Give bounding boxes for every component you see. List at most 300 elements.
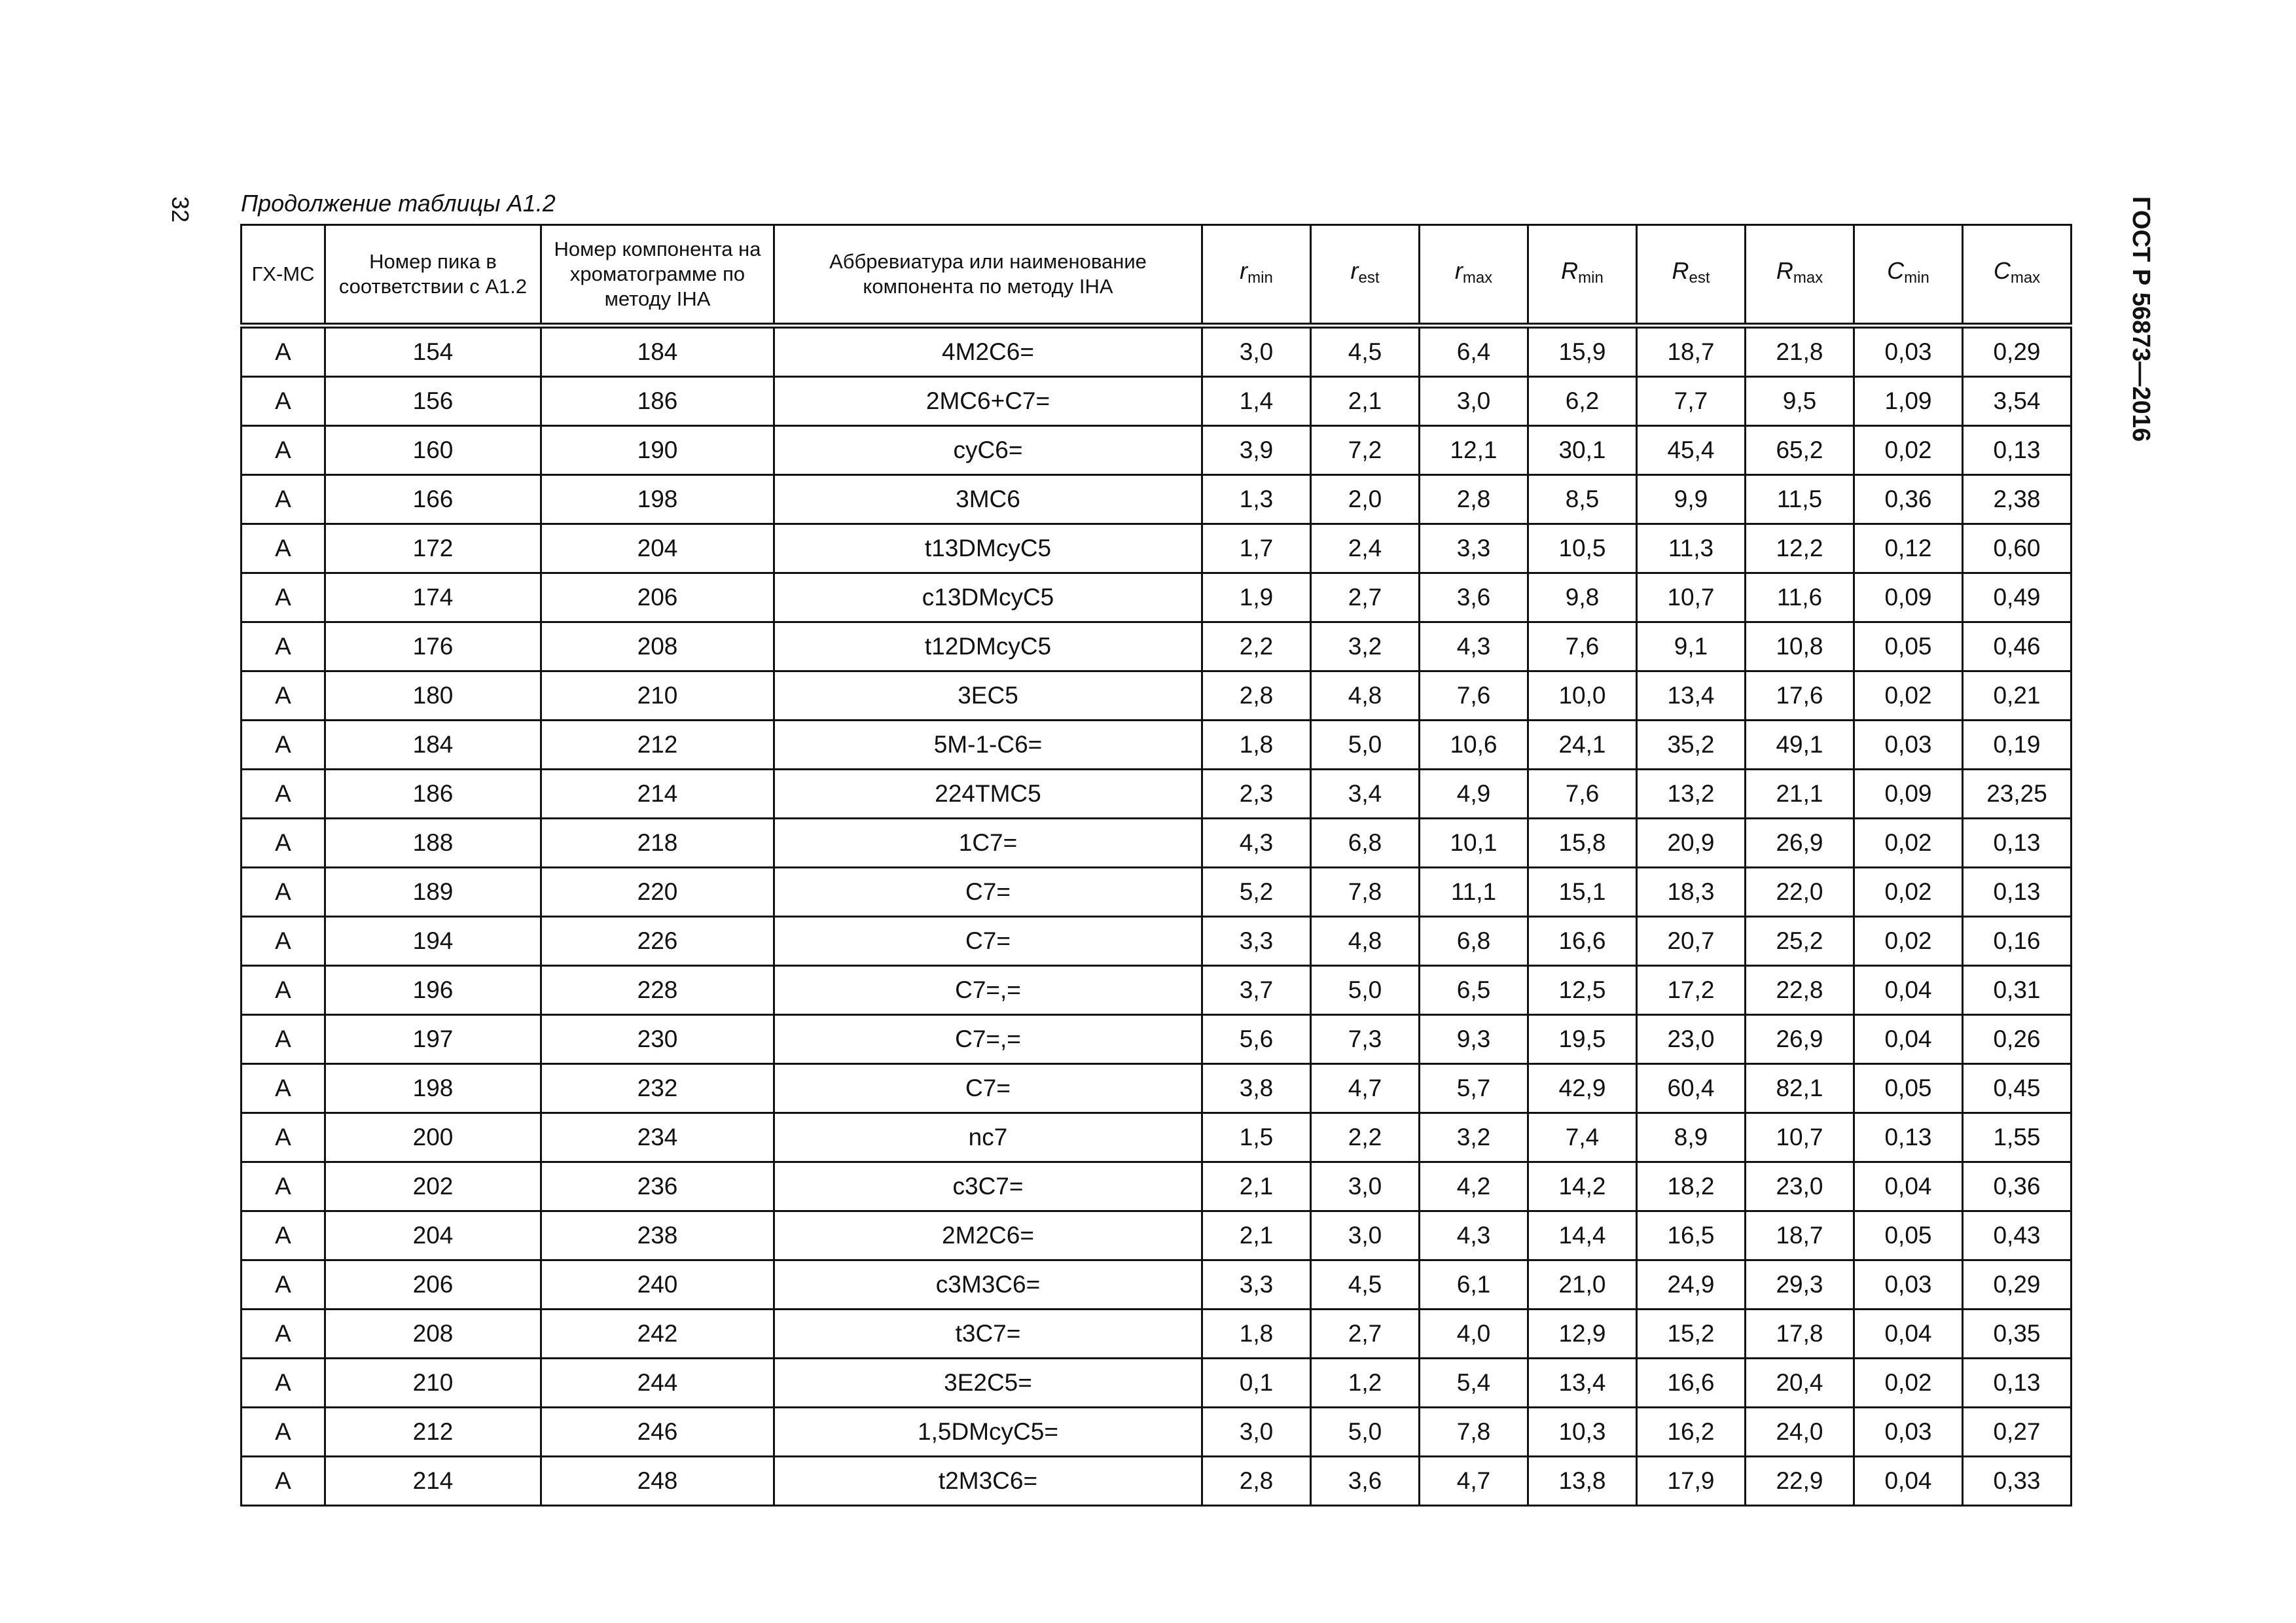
cell-abbreviation: C7= <box>774 917 1202 966</box>
cell-R-est: 18,3 <box>1637 868 1746 917</box>
cell-peak-number: 200 <box>325 1113 541 1162</box>
cell-C-min: 0,04 <box>1854 1162 1963 1211</box>
cell-peak-number: 180 <box>325 671 541 721</box>
cell-r-min: 1,9 <box>1202 573 1311 622</box>
cell-R-max: 10,7 <box>1746 1113 1854 1162</box>
cell-r-est: 2,7 <box>1311 1310 1420 1359</box>
cell-r-max: 3,6 <box>1420 573 1528 622</box>
cell-r-min: 3,0 <box>1202 1408 1311 1457</box>
cell-peak-number: 206 <box>325 1260 541 1310</box>
cell-gcms: А <box>242 721 325 770</box>
cell-r-max: 4,7 <box>1420 1457 1528 1506</box>
header-row <box>242 225 2072 326</box>
table-body <box>242 326 2072 1506</box>
cell-C-max: 0,45 <box>1963 1064 2072 1113</box>
cell-peak-number: 214 <box>325 1457 541 1506</box>
cell-r-max: 6,8 <box>1420 917 1528 966</box>
cell-r-min: 1,8 <box>1202 1310 1311 1359</box>
cell-r-min: 2,1 <box>1202 1162 1311 1211</box>
cell-abbreviation: c3C7= <box>774 1162 1202 1211</box>
table-row <box>242 377 2072 426</box>
cell-r-min: 3,7 <box>1202 966 1311 1015</box>
cell-component-number: 242 <box>541 1310 774 1359</box>
cell-r-est: 4,7 <box>1311 1064 1420 1113</box>
cell-R-min: 10,3 <box>1528 1408 1637 1457</box>
cell-gcms: А <box>242 1457 325 1506</box>
cell-C-max: 0,60 <box>1963 524 2072 573</box>
cell-C-max: 0,13 <box>1963 426 2072 475</box>
cell-R-max: 20,4 <box>1746 1359 1854 1408</box>
cell-R-min: 7,6 <box>1528 622 1637 671</box>
data-table <box>240 224 2072 1507</box>
cell-C-max: 0,27 <box>1963 1408 2072 1457</box>
cell-r-max: 5,4 <box>1420 1359 1528 1408</box>
cell-gcms: А <box>242 326 325 377</box>
cell-R-est: 17,9 <box>1637 1457 1746 1506</box>
cell-R-est: 10,7 <box>1637 573 1746 622</box>
cell-peak-number: 194 <box>325 917 541 966</box>
cell-R-max: 49,1 <box>1746 721 1854 770</box>
cell-r-max: 4,9 <box>1420 770 1528 819</box>
cell-abbreviation: 4M2C6= <box>774 326 1202 377</box>
cell-C-min: 0,02 <box>1854 819 1963 868</box>
cell-abbreviation: 2MC6+C7= <box>774 377 1202 426</box>
cell-C-min: 0,02 <box>1854 671 1963 721</box>
cell-r-min: 1,3 <box>1202 475 1311 524</box>
cell-peak-number: 176 <box>325 622 541 671</box>
cell-r-max: 3,2 <box>1420 1113 1528 1162</box>
cell-R-min: 24,1 <box>1528 721 1637 770</box>
cell-peak-number: 198 <box>325 1064 541 1113</box>
cell-peak-number: 186 <box>325 770 541 819</box>
table-row <box>242 1064 2072 1113</box>
header-C-max: $C_{max}$ <box>1963 225 2072 326</box>
cell-R-max: 22,0 <box>1746 868 1854 917</box>
header-gcms: ГХ-МС <box>242 225 325 326</box>
cell-abbreviation: C7= <box>774 868 1202 917</box>
cell-r-est: 5,0 <box>1311 966 1420 1015</box>
cell-r-min: 3,9 <box>1202 426 1311 475</box>
cell-C-max: 23,25 <box>1963 770 2072 819</box>
cell-peak-number: 208 <box>325 1310 541 1359</box>
cell-gcms: А <box>242 573 325 622</box>
cell-component-number: 212 <box>541 721 774 770</box>
cell-C-min: 0,09 <box>1854 573 1963 622</box>
cell-R-max: 25,2 <box>1746 917 1854 966</box>
cell-component-number: 230 <box>541 1015 774 1064</box>
cell-gcms: А <box>242 426 325 475</box>
cell-R-est: 20,9 <box>1637 819 1746 868</box>
cell-component-number: 234 <box>541 1113 774 1162</box>
table-row <box>242 524 2072 573</box>
cell-r-min: 1,4 <box>1202 377 1311 426</box>
cell-R-min: 15,9 <box>1528 326 1637 377</box>
cell-r-min: 2,1 <box>1202 1211 1311 1260</box>
cell-gcms: А <box>242 1260 325 1310</box>
cell-C-max: 0,26 <box>1963 1015 2072 1064</box>
cell-abbreviation: c3M3C6= <box>774 1260 1202 1310</box>
cell-component-number: 226 <box>541 917 774 966</box>
header-R-est: $R_{est}$ <box>1637 225 1746 326</box>
cell-gcms: А <box>242 1408 325 1457</box>
cell-component-number: 232 <box>541 1064 774 1113</box>
cell-peak-number: 174 <box>325 573 541 622</box>
header-r-est: $r_{est}$ <box>1311 225 1420 326</box>
cell-gcms: А <box>242 1211 325 1260</box>
cell-r-est: 6,8 <box>1311 819 1420 868</box>
cell-R-est: 23,0 <box>1637 1015 1746 1064</box>
cell-R-min: 14,2 <box>1528 1162 1637 1211</box>
cell-r-min: 3,8 <box>1202 1064 1311 1113</box>
cell-component-number: 208 <box>541 622 774 671</box>
cell-R-min: 9,8 <box>1528 573 1637 622</box>
table-row <box>242 1113 2072 1162</box>
cell-peak-number: 212 <box>325 1408 541 1457</box>
cell-r-est: 5,0 <box>1311 721 1420 770</box>
cell-r-min: 0,1 <box>1202 1359 1311 1408</box>
cell-r-max: 4,2 <box>1420 1162 1528 1211</box>
header-component-number: Номер компонента на хроматограмме по методу IHA <box>541 225 774 326</box>
cell-C-max: 0,21 <box>1963 671 2072 721</box>
cell-C-min: 0,02 <box>1854 868 1963 917</box>
cell-C-max: 3,54 <box>1963 377 2072 426</box>
cell-C-min: 0,09 <box>1854 770 1963 819</box>
cell-r-min: 3,0 <box>1202 326 1311 377</box>
table-row <box>242 1359 2072 1408</box>
cell-C-max: 0,49 <box>1963 573 2072 622</box>
cell-R-max: 24,0 <box>1746 1408 1854 1457</box>
cell-C-min: 0,02 <box>1854 1359 1963 1408</box>
cell-peak-number: 197 <box>325 1015 541 1064</box>
table-row <box>242 1015 2072 1064</box>
cell-abbreviation: t3C7= <box>774 1310 1202 1359</box>
cell-peak-number: 202 <box>325 1162 541 1211</box>
cell-r-max: 12,1 <box>1420 426 1528 475</box>
cell-R-max: 82,1 <box>1746 1064 1854 1113</box>
cell-abbreviation: 224TMC5 <box>774 770 1202 819</box>
table-row <box>242 1260 2072 1310</box>
cell-peak-number: 160 <box>325 426 541 475</box>
cell-r-max: 6,5 <box>1420 966 1528 1015</box>
cell-gcms: А <box>242 1064 325 1113</box>
table-row <box>242 966 2072 1015</box>
cell-r-est: 4,8 <box>1311 917 1420 966</box>
cell-R-max: 17,8 <box>1746 1310 1854 1359</box>
cell-r-est: 2,7 <box>1311 573 1420 622</box>
cell-R-max: 9,5 <box>1746 377 1854 426</box>
cell-component-number: 198 <box>541 475 774 524</box>
cell-R-max: 26,9 <box>1746 819 1854 868</box>
cell-R-est: 9,1 <box>1637 622 1746 671</box>
cell-r-max: 10,6 <box>1420 721 1528 770</box>
cell-peak-number: 196 <box>325 966 541 1015</box>
cell-R-max: 21,8 <box>1746 326 1854 377</box>
cell-component-number: 214 <box>541 770 774 819</box>
cell-abbreviation: t2M3C6= <box>774 1457 1202 1506</box>
cell-r-max: 11,1 <box>1420 868 1528 917</box>
cell-R-max: 18,7 <box>1746 1211 1854 1260</box>
cell-abbreviation: 1C7= <box>774 819 1202 868</box>
cell-abbreviation: C7= <box>774 1064 1202 1113</box>
cell-gcms: А <box>242 770 325 819</box>
cell-gcms: А <box>242 671 325 721</box>
cell-component-number: 246 <box>541 1408 774 1457</box>
cell-C-max: 0,13 <box>1963 868 2072 917</box>
table-caption: Продолжение таблицы А1.2 <box>241 190 556 217</box>
cell-abbreviation: 2M2C6= <box>774 1211 1202 1260</box>
cell-abbreviation: 3MC6 <box>774 475 1202 524</box>
cell-r-max: 6,4 <box>1420 326 1528 377</box>
cell-abbreviation: t12DMcyC5 <box>774 622 1202 671</box>
cell-R-min: 14,4 <box>1528 1211 1637 1260</box>
cell-R-min: 19,5 <box>1528 1015 1637 1064</box>
cell-r-est: 3,0 <box>1311 1211 1420 1260</box>
cell-r-min: 5,6 <box>1202 1015 1311 1064</box>
cell-r-min: 5,2 <box>1202 868 1311 917</box>
cell-R-min: 8,5 <box>1528 475 1637 524</box>
cell-R-min: 15,1 <box>1528 868 1637 917</box>
cell-C-max: 0,13 <box>1963 819 2072 868</box>
cell-component-number: 184 <box>541 326 774 377</box>
cell-R-min: 12,5 <box>1528 966 1637 1015</box>
cell-R-est: 9,9 <box>1637 475 1746 524</box>
cell-r-est: 3,0 <box>1311 1162 1420 1211</box>
cell-C-min: 0,03 <box>1854 326 1963 377</box>
cell-R-min: 16,6 <box>1528 917 1637 966</box>
cell-component-number: 248 <box>541 1457 774 1506</box>
cell-r-est: 3,6 <box>1311 1457 1420 1506</box>
cell-abbreviation: C7=,= <box>774 966 1202 1015</box>
cell-component-number: 206 <box>541 573 774 622</box>
cell-R-est: 17,2 <box>1637 966 1746 1015</box>
document-code: ГОСТ Р 56873—2016 <box>2127 196 2155 442</box>
header-abbreviation: Аббревиатура или наименование компонента по методу IHA <box>774 225 1202 326</box>
table-row <box>242 475 2072 524</box>
cell-gcms: А <box>242 524 325 573</box>
cell-C-max: 1,55 <box>1963 1113 2072 1162</box>
cell-C-min: 1,09 <box>1854 377 1963 426</box>
cell-abbreviation: 3EC5 <box>774 671 1202 721</box>
cell-C-max: 0,29 <box>1963 326 2072 377</box>
cell-R-min: 10,5 <box>1528 524 1637 573</box>
cell-r-min: 3,3 <box>1202 1260 1311 1310</box>
cell-R-max: 26,9 <box>1746 1015 1854 1064</box>
cell-C-max: 0,29 <box>1963 1260 2072 1310</box>
cell-abbreviation: c13DMcyC5 <box>774 573 1202 622</box>
cell-r-min: 3,3 <box>1202 917 1311 966</box>
cell-r-min: 1,7 <box>1202 524 1311 573</box>
cell-C-min: 0,05 <box>1854 1064 1963 1113</box>
cell-component-number: 244 <box>541 1359 774 1408</box>
table-row <box>242 1211 2072 1260</box>
cell-r-max: 4,3 <box>1420 1211 1528 1260</box>
cell-gcms: А <box>242 917 325 966</box>
cell-R-est: 16,5 <box>1637 1211 1746 1260</box>
cell-C-max: 2,38 <box>1963 475 2072 524</box>
table-row <box>242 426 2072 475</box>
cell-R-max: 21,1 <box>1746 770 1854 819</box>
cell-R-est: 18,7 <box>1637 326 1746 377</box>
cell-R-min: 15,8 <box>1528 819 1637 868</box>
cell-R-est: 16,2 <box>1637 1408 1746 1457</box>
cell-r-max: 10,1 <box>1420 819 1528 868</box>
header-r-max: $r_{max}$ <box>1420 225 1528 326</box>
cell-C-min: 0,04 <box>1854 1015 1963 1064</box>
cell-r-max: 9,3 <box>1420 1015 1528 1064</box>
cell-component-number: 228 <box>541 966 774 1015</box>
header-R-min: $R_{min}$ <box>1528 225 1637 326</box>
header-peak-number: Номер пика в соответствии с А1.2 <box>325 225 541 326</box>
cell-r-min: 2,2 <box>1202 622 1311 671</box>
table-row <box>242 868 2072 917</box>
cell-r-est: 7,8 <box>1311 868 1420 917</box>
cell-C-min: 0,12 <box>1854 524 1963 573</box>
cell-peak-number: 184 <box>325 721 541 770</box>
cell-C-min: 0,03 <box>1854 721 1963 770</box>
cell-peak-number: 156 <box>325 377 541 426</box>
cell-r-max: 4,3 <box>1420 622 1528 671</box>
cell-C-min: 0,36 <box>1854 475 1963 524</box>
table-row <box>242 326 2072 377</box>
cell-R-max: 65,2 <box>1746 426 1854 475</box>
cell-R-min: 7,4 <box>1528 1113 1637 1162</box>
cell-C-max: 0,43 <box>1963 1211 2072 1260</box>
table-row <box>242 573 2072 622</box>
cell-r-min: 2,8 <box>1202 671 1311 721</box>
cell-abbreviation: t13DMcyC5 <box>774 524 1202 573</box>
cell-abbreviation: C7=,= <box>774 1015 1202 1064</box>
header-r-min: $r_{min}$ <box>1202 225 1311 326</box>
cell-C-min: 0,04 <box>1854 966 1963 1015</box>
cell-R-est: 20,7 <box>1637 917 1746 966</box>
cell-r-max: 5,7 <box>1420 1064 1528 1113</box>
table-row <box>242 770 2072 819</box>
cell-r-est: 1,2 <box>1311 1359 1420 1408</box>
cell-abbreviation: 5M-1-C6= <box>774 721 1202 770</box>
cell-r-est: 5,0 <box>1311 1408 1420 1457</box>
cell-r-est: 2,4 <box>1311 524 1420 573</box>
table-row <box>242 819 2072 868</box>
cell-R-est: 45,4 <box>1637 426 1746 475</box>
cell-C-min: 0,05 <box>1854 1211 1963 1260</box>
cell-r-est: 2,1 <box>1311 377 1420 426</box>
cell-R-est: 13,2 <box>1637 770 1746 819</box>
cell-r-max: 2,8 <box>1420 475 1528 524</box>
cell-component-number: 238 <box>541 1211 774 1260</box>
cell-peak-number: 210 <box>325 1359 541 1408</box>
table-row <box>242 1457 2072 1506</box>
cell-R-est: 7,7 <box>1637 377 1746 426</box>
cell-component-number: 220 <box>541 868 774 917</box>
cell-r-est: 4,8 <box>1311 671 1420 721</box>
cell-C-max: 0,13 <box>1963 1359 2072 1408</box>
cell-R-max: 23,0 <box>1746 1162 1854 1211</box>
cell-R-max: 22,8 <box>1746 966 1854 1015</box>
cell-r-min: 4,3 <box>1202 819 1311 868</box>
cell-r-max: 3,0 <box>1420 377 1528 426</box>
cell-gcms: А <box>242 1359 325 1408</box>
cell-R-max: 22,9 <box>1746 1457 1854 1506</box>
cell-component-number: 240 <box>541 1260 774 1310</box>
cell-component-number: 186 <box>541 377 774 426</box>
cell-gcms: А <box>242 868 325 917</box>
cell-R-min: 21,0 <box>1528 1260 1637 1310</box>
cell-r-max: 4,0 <box>1420 1310 1528 1359</box>
cell-C-max: 0,35 <box>1963 1310 2072 1359</box>
cell-R-min: 42,9 <box>1528 1064 1637 1113</box>
cell-peak-number: 188 <box>325 819 541 868</box>
table-row <box>242 721 2072 770</box>
cell-r-max: 7,6 <box>1420 671 1528 721</box>
cell-gcms: А <box>242 819 325 868</box>
cell-C-min: 0,05 <box>1854 622 1963 671</box>
page-number: 32 <box>167 196 194 223</box>
cell-R-max: 12,2 <box>1746 524 1854 573</box>
cell-component-number: 210 <box>541 671 774 721</box>
cell-r-est: 2,0 <box>1311 475 1420 524</box>
cell-component-number: 204 <box>541 524 774 573</box>
cell-R-min: 7,6 <box>1528 770 1637 819</box>
cell-R-max: 11,6 <box>1746 573 1854 622</box>
cell-R-est: 15,2 <box>1637 1310 1746 1359</box>
cell-R-est: 60,4 <box>1637 1064 1746 1113</box>
cell-component-number: 190 <box>541 426 774 475</box>
cell-r-est: 7,2 <box>1311 426 1420 475</box>
cell-R-min: 13,4 <box>1528 1359 1637 1408</box>
cell-r-est: 2,2 <box>1311 1113 1420 1162</box>
cell-R-max: 10,8 <box>1746 622 1854 671</box>
table-row <box>242 622 2072 671</box>
cell-peak-number: 189 <box>325 868 541 917</box>
cell-R-est: 16,6 <box>1637 1359 1746 1408</box>
cell-C-min: 0,03 <box>1854 1260 1963 1310</box>
cell-gcms: А <box>242 1015 325 1064</box>
cell-R-min: 10,0 <box>1528 671 1637 721</box>
cell-component-number: 218 <box>541 819 774 868</box>
cell-gcms: А <box>242 1310 325 1359</box>
cell-r-max: 6,1 <box>1420 1260 1528 1310</box>
cell-R-max: 17,6 <box>1746 671 1854 721</box>
cell-R-est: 35,2 <box>1637 721 1746 770</box>
table-row <box>242 1162 2072 1211</box>
cell-gcms: А <box>242 475 325 524</box>
cell-C-max: 0,46 <box>1963 622 2072 671</box>
cell-R-max: 11,5 <box>1746 475 1854 524</box>
cell-gcms: А <box>242 1162 325 1211</box>
cell-R-min: 30,1 <box>1528 426 1637 475</box>
cell-gcms: А <box>242 377 325 426</box>
table-row <box>242 671 2072 721</box>
cell-R-min: 6,2 <box>1528 377 1637 426</box>
cell-gcms: А <box>242 622 325 671</box>
cell-r-max: 3,3 <box>1420 524 1528 573</box>
cell-R-est: 24,9 <box>1637 1260 1746 1310</box>
cell-r-est: 3,2 <box>1311 622 1420 671</box>
cell-R-est: 13,4 <box>1637 671 1746 721</box>
cell-R-min: 12,9 <box>1528 1310 1637 1359</box>
cell-abbreviation: nc7 <box>774 1113 1202 1162</box>
cell-r-est: 4,5 <box>1311 326 1420 377</box>
table-row <box>242 1408 2072 1457</box>
table-row <box>242 1310 2072 1359</box>
cell-abbreviation: 3E2C5= <box>774 1359 1202 1408</box>
table-row <box>242 917 2072 966</box>
cell-C-min: 0,02 <box>1854 917 1963 966</box>
cell-R-est: 8,9 <box>1637 1113 1746 1162</box>
cell-r-min: 2,8 <box>1202 1457 1311 1506</box>
cell-peak-number: 204 <box>325 1211 541 1260</box>
cell-r-max: 7,8 <box>1420 1408 1528 1457</box>
